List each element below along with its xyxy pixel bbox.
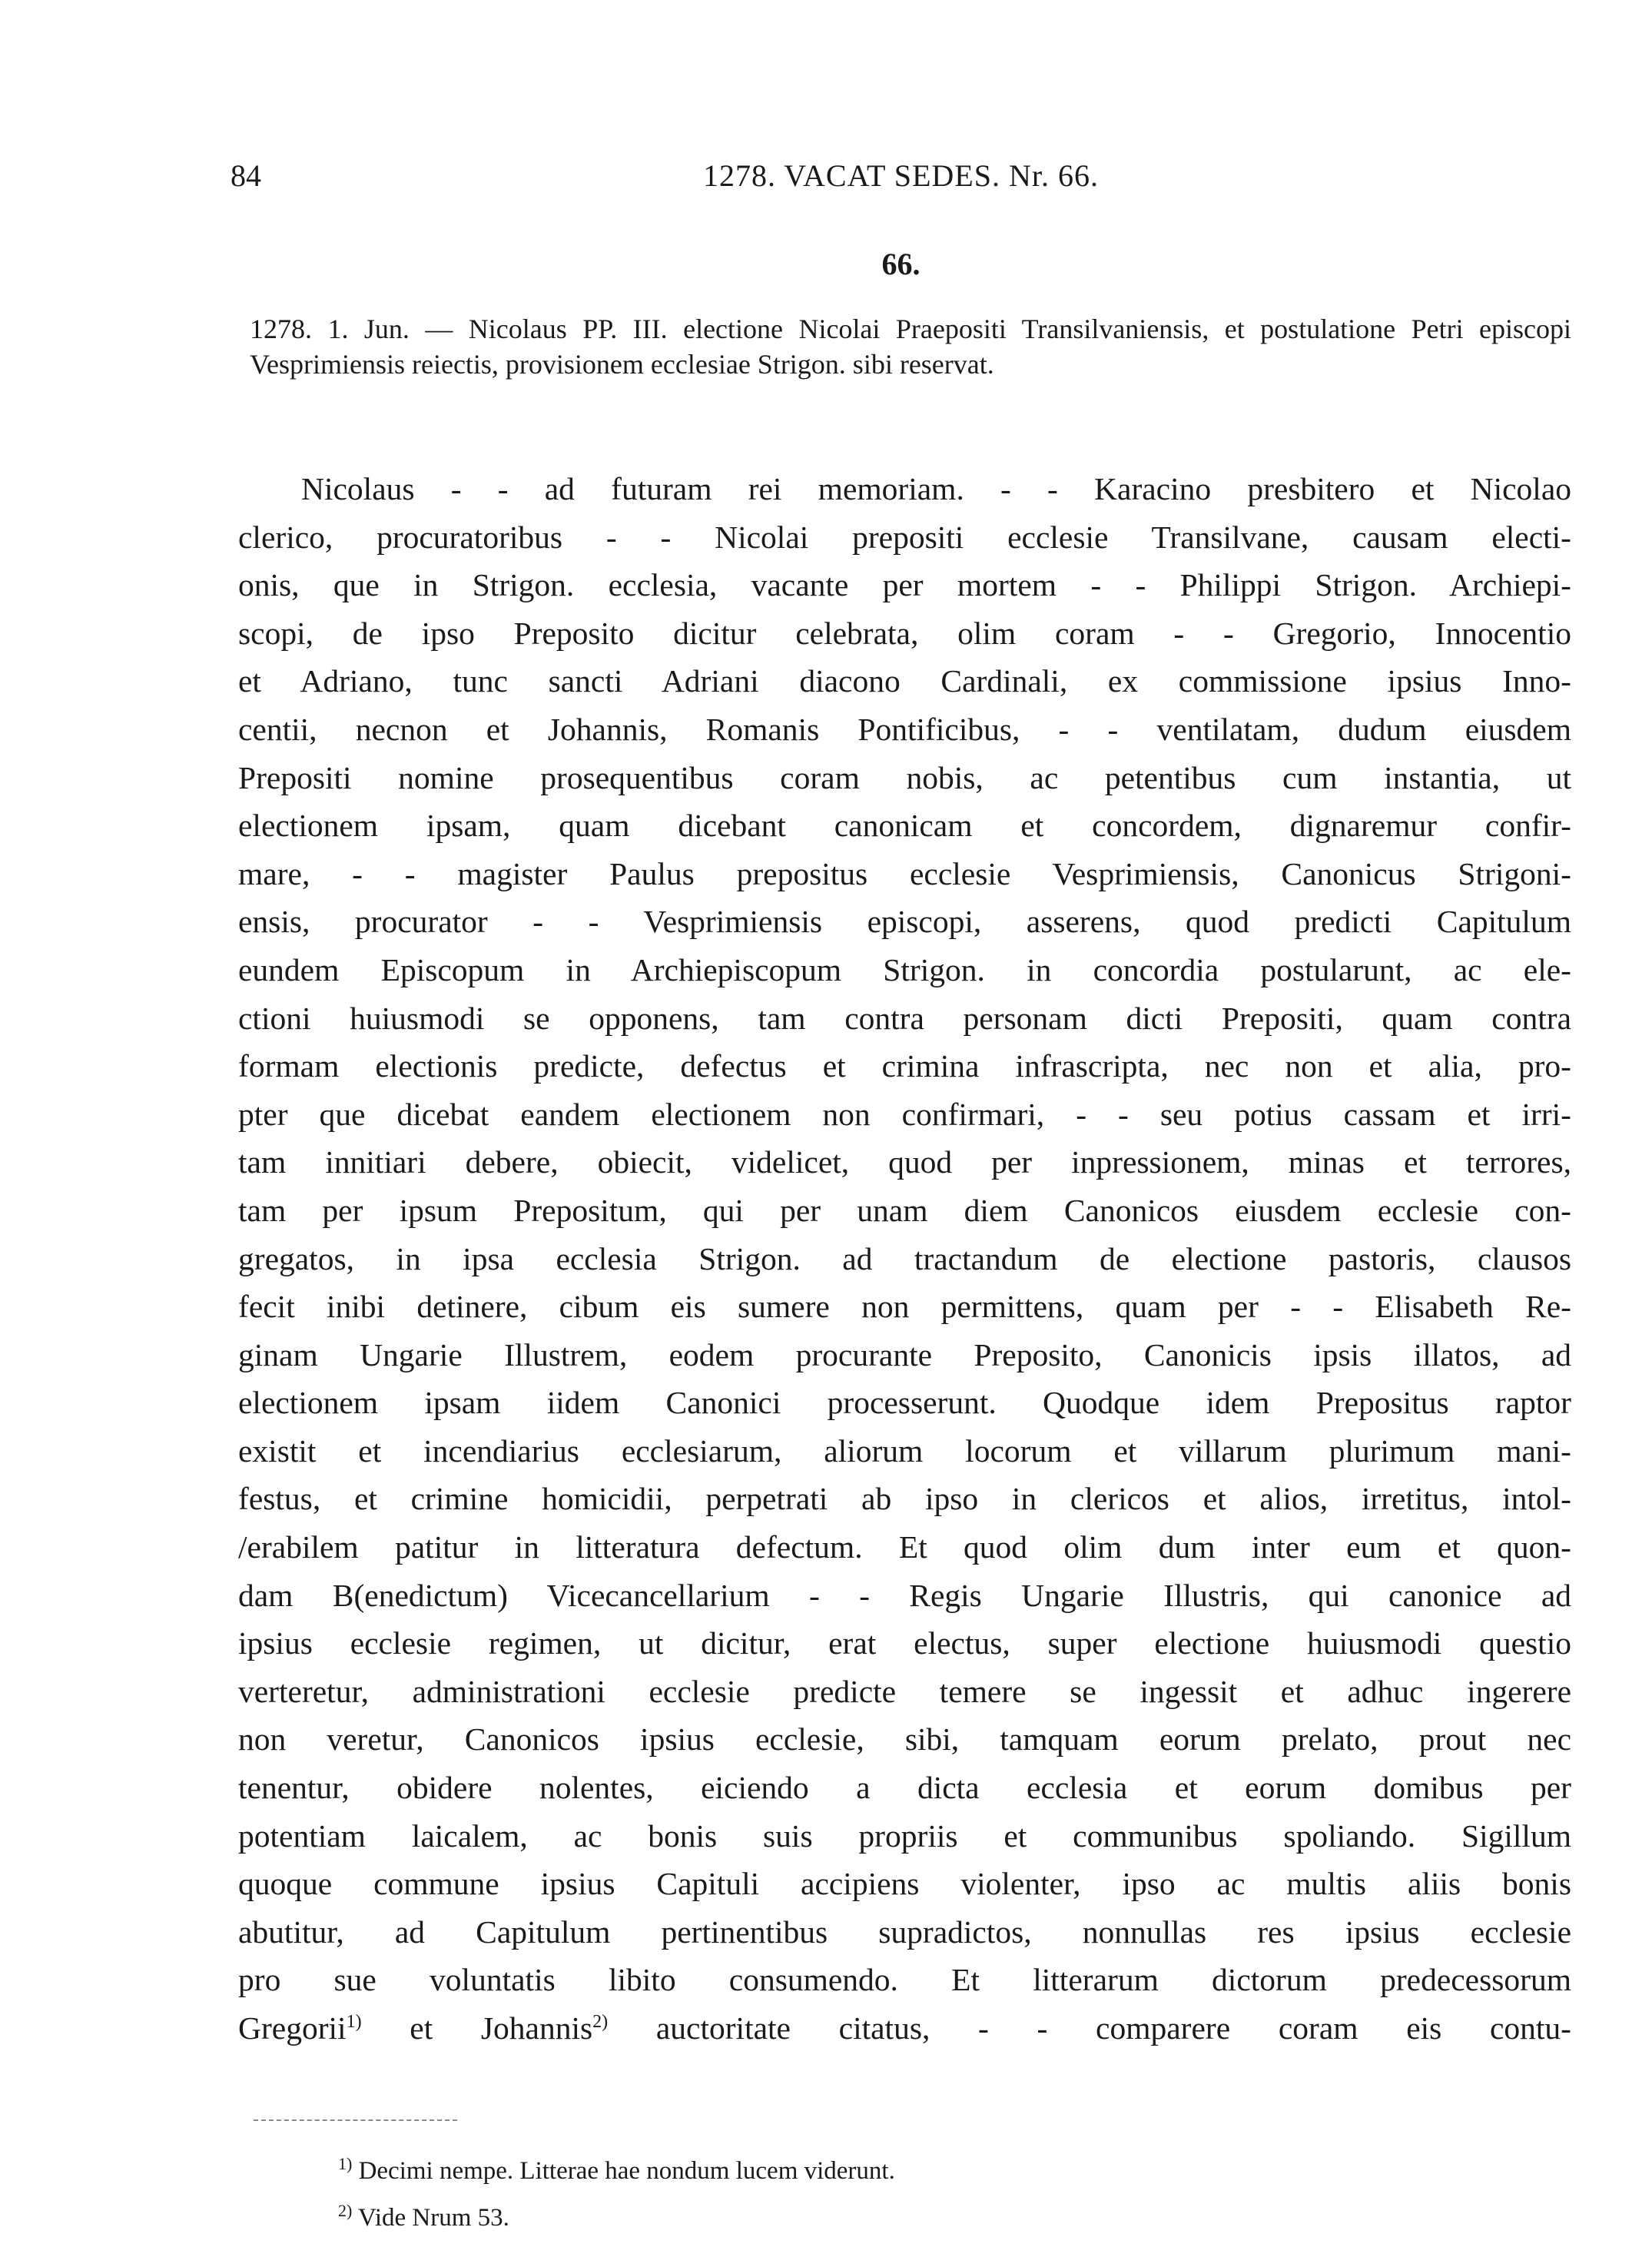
body-line: gregatos, in ipsa ecclesia Strigon. ad tractandum de electione pastoris, clausos — [238, 1240, 1571, 1276]
footnote-text: Decimi nempe. Litterae hae nondum lucem viderunt. — [352, 2157, 895, 2185]
body-line: tam innitiari debere, obiecit, videlicet, quod per inpressionem, minas et terrores, — [238, 1144, 1571, 1180]
body-line: centii, necnon et Johannis, Romanis Pontificibus, - - ventilatam, dudum eiusdem — [238, 711, 1571, 747]
body-line: pro sue voluntatis libito consumendo. Et litterarum dictorum predecessorum — [238, 1962, 1571, 1998]
running-title: 1278. VACAT SEDES. Nr. 66. — [703, 158, 1099, 193]
document-body — [238, 465, 1571, 2053]
footnote-reference[interactable]: 1) — [346, 2012, 362, 2033]
body-line: /erabilem patitur in litteratura defectum. Et quod olim dum inter eum et quon- — [238, 1529, 1571, 1565]
footnote-divider — [254, 2119, 457, 2121]
body-line: ipsius ecclesie regimen, ut dicitur, erat electus, super electione huiusmodi questio — [238, 1625, 1571, 1661]
document-number: 66. — [881, 247, 921, 281]
footnote-mark — [338, 2201, 353, 2232]
body-text-fragment: Gregorii — [238, 2010, 347, 2046]
body-text-fragment: auctoritate citatus, - - comparere coram eis contu- — [608, 2010, 1572, 2046]
body-line: Prepositi nomine prosequentibus coram nobis, ac petentibus cum instantia, ut — [238, 759, 1571, 795]
body-line: eundem Episcopum in Archiepiscopum Strigon. in concordia postularunt, ac ele- — [238, 951, 1571, 987]
document-summary — [250, 311, 1571, 382]
body-line: potentiam laicalem, ac bonis suis propriis et communibus spoliando. Sigillum — [238, 1817, 1571, 1854]
footnote-reference[interactable]: 2) — [592, 2012, 609, 2033]
body-line-last — [238, 2004, 1571, 2053]
footnote-mark — [338, 2154, 353, 2185]
body-line: electionem ipsam, quam dicebant canonicam et concordem, dignaremur confir- — [238, 808, 1571, 844]
footnote — [338, 2144, 1491, 2191]
footnote-mark-text: 1) — [338, 2154, 353, 2173]
body-line: festus, et crimine homicidii, perpetrati ab ipso in clericos et alios, irretitus, intol- — [238, 1481, 1571, 1517]
body-text-fragment: et Johannis — [361, 2010, 593, 2046]
body-line: onis, que in Strigon. ecclesia, vacante per mortem - - Philippi Strigon. Archiepi- — [238, 567, 1571, 603]
summary-text: 1278. 1. Jun. — Nicolaus PP. III. electione Nicolai Praepositi Transilvaniensis, et postulatione Petri episcopi Vesprimiensis reiectis, provisionem ecclesiae Strigon. sibi reservat. — [250, 314, 1571, 380]
body-line: ensis, procurator - - Vesprimiensis episcopi, asserens, quod predicti Capitulum — [238, 904, 1571, 940]
body-line: ginam Ungarie Illustrem, eodem procurante Preposito, Canonicis ipsis illatos, ad — [238, 1336, 1571, 1372]
body-line: dam B(enedictum) Vicecancellarium - - Regis Ungarie Illustris, qui canonice ad — [238, 1577, 1571, 1613]
body-line: clerico, procuratoribus - - Nicolai prepositi ecclesie Transilvane, causam electi- — [238, 519, 1571, 555]
body-line: quoque commune ipsius Capituli accipiens violenter, ipso ac multis aliis bonis — [238, 1866, 1571, 1902]
body-line: scopi, de ipso Preposito dicitur celebrata, olim coram - - Gregorio, Innocentio — [238, 615, 1571, 651]
body-line: ctioni huiusmodi se opponens, tam contra personam dicti Prepositi, quam contra — [238, 1000, 1571, 1036]
body-line: Nicolaus - - ad futuram rei memoriam. - - Karacino presbitero et Nicolao — [301, 471, 1571, 506]
running-head — [231, 158, 1571, 204]
body-line: tam per ipsum Prepositum, qui per unam diem Canonicos eiusdem ecclesie con- — [238, 1192, 1571, 1228]
body-line: et Adriano, tunc sancti Adriani diacono Cardinali, ex commissione ipsius Inno- — [238, 663, 1571, 699]
body-line: verteretur, administrationi ecclesie predicte temere se ingessit et adhuc ingerere — [238, 1673, 1571, 1709]
body-line: pter que dicebat eandem electionem non confirmari, - - seu potius cassam et irri- — [238, 1096, 1571, 1132]
body-line: mare, - - magister Paulus prepositus ecclesie Vesprimiensis, Canonicus Strigoni- — [238, 855, 1571, 891]
body-line: abutitur, ad Capitulum pertinentibus supradictos, nonnullas res ipsius ecclesie — [238, 1914, 1571, 1950]
footnote — [338, 2191, 1491, 2238]
body-line: electionem ipsam iidem Canonici processerunt. Quodque idem Prepositus raptor — [238, 1385, 1571, 1421]
body-line: tenentur, obidere nolentes, eiciendo a dicta ecclesia et eorum domibus per — [238, 1770, 1571, 1806]
footnote-text: Vide Nrum 53. — [352, 2204, 509, 2232]
body-line: fecit inibi detinere, cibum eis sumere non permittens, quam per - - Elisabeth Re- — [238, 1289, 1571, 1325]
body-line: formam electionis predicte, defectus et crimina infrascripta, nec non et alia, pro- — [238, 1048, 1571, 1084]
body-line: non veretur, Canonicos ipsius ecclesie, sibi, tamquam eorum prelato, prout nec — [238, 1721, 1571, 1758]
footnote-mark-text: 2) — [338, 2201, 353, 2220]
page-number: 84 — [231, 158, 261, 193]
body-line: existit et incendiarius ecclesiarum, aliorum locorum et villarum plurimum mani- — [238, 1432, 1571, 1469]
footnotes — [338, 2144, 1491, 2238]
